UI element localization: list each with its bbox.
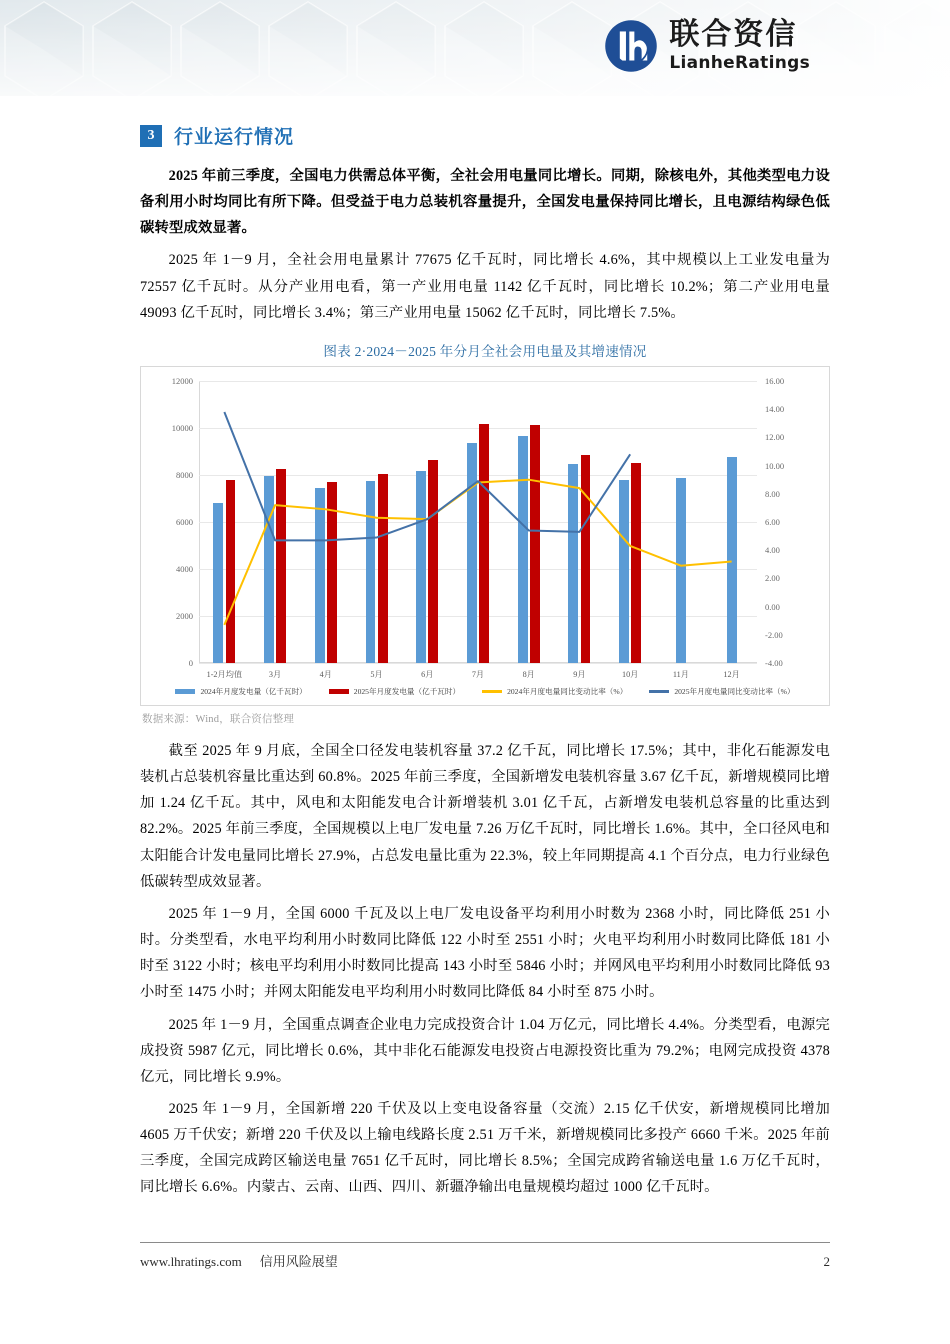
footer-divider <box>140 1242 830 1243</box>
paragraph-capacity: 截至 2025 年 9 月底，全国全口径发电装机容量 37.2 亿千瓦，同比增长 17.5%；其中，非化石能源发电装机占总装机容量比重达到 60.8%。2025 年前三季度，全国新增发电装机容量 3.67 亿千瓦，新增规模同比增加 1.24 亿千瓦。其中，风电和太阳能发电合计新增装机 3.01 亿千瓦，占新增发电装机总容量的比重达到 82.2%。2025 年前三季度，全国规模以上电厂发电量 7.26 万亿千瓦时，同比增长 1.6%。其中，全口径风电和太阳能合计发电量同比增长 27.9%，占总发电量比重为 22.3%，较上年同期提高 4.1 个百分点，电力行业绿色低碳转型成效显著。 <box>140 742 830 890</box>
legend-label: 2025年月度电量同比变动比率（%） <box>674 686 795 696</box>
y2-axis-tick: 8.00 <box>765 488 780 499</box>
section-heading <box>140 122 830 149</box>
logo-text-en: LianheRatings <box>669 53 810 73</box>
x-axis-tick: 8月 <box>522 669 535 679</box>
y-axis-tick: 12000 <box>171 375 193 386</box>
y2-axis-tick: 6.00 <box>765 516 780 527</box>
legend-item[interactable] <box>649 686 794 697</box>
y2-axis-tick: -2.00 <box>765 629 783 640</box>
y2-axis-tick: 14.00 <box>765 404 785 415</box>
y2-axis-tick: 2.00 <box>765 573 780 584</box>
y2-axis-tick: 12.00 <box>765 432 785 443</box>
x-axis-tick: 7月 <box>471 669 485 679</box>
section-title: 行业运行情况 <box>174 126 295 148</box>
x-axis-tick: 1-2月均值 <box>206 669 243 679</box>
x-axis-tick: 5月 <box>370 669 383 679</box>
paragraph-consumption: 2025 年 1－9 月，全社会用电量累计 77675 亿千瓦时，同比增长 4.6%，其中规模以上工业发电量为 72557 亿千瓦时。从分产业用电看，第一产业用电量 1142 亿千瓦时，同比增长 10.2%；第二产业用电量 49093 亿千瓦时，同比增长 3.4%；第三产业用电量 15062 亿千瓦时，同比增长 7.5%。 <box>140 252 830 321</box>
footer-page-number: 2 <box>823 1254 830 1269</box>
paragraph-utilization-hours: 2025 年 1－9 月，全国 6000 千瓦及以上电厂发电设备平均利用小时数为 2368 小时，同比降低 251 小时。分类型看，水电平均利用小时数同比降低 122 小时至 2551 小时；火电平均利用小时数同比降低 181 小时至 3122 小时；核电平均利用小时数同比提高 143 小时至 5846 小时；并网风电平均利用小时数同比降低 93 小时至 1475 小时；并网太阳能发电平均利用小时数同比降低 84 小时至 875 小时。 <box>140 905 830 1001</box>
legend-item[interactable] <box>175 686 306 697</box>
y-axis-tick: 10000 <box>171 422 193 433</box>
y-axis-tick: 8000 <box>176 469 193 480</box>
chart-figure <box>140 366 830 706</box>
y-axis-tick: 2000 <box>176 610 193 621</box>
chart-legend <box>141 686 829 697</box>
y2-axis-tick: 4.00 <box>765 545 780 556</box>
y2-axis-tick: -4.00 <box>765 657 783 668</box>
logo-text-cn: 联合资信 <box>669 17 798 52</box>
chart-plot-area <box>171 375 785 679</box>
footer-site-url[interactable]: www.lhratings.com <box>140 1254 242 1269</box>
line-2024-growth <box>224 480 731 625</box>
legend-item[interactable] <box>482 686 627 697</box>
paragraph-summary: 2025 年前三季度，全国电力供需总体平衡，全社会用电量同比增长。同期，除核电外，其他类型电力设备利用小时均同比有所下降。但受益于电力总装机容量提升，全国发电量保持同比增长，且电源结构绿色低碳转型成效显著。 <box>140 168 830 237</box>
y-axis-tick: 6000 <box>176 516 193 527</box>
lianhe-monogram-icon <box>603 18 659 74</box>
y2-axis-tick: 16.00 <box>765 375 785 386</box>
legend-label: 2024年月度电量同比变动比率（%） <box>507 686 628 696</box>
legend-swatch <box>175 689 195 694</box>
legend-label: 2025年月度发电量（亿千瓦时） <box>353 686 461 696</box>
paragraph-transmission: 2025 年 1－9 月，全国新增 220 千伏及以上变电设备容量（交流）2.15 亿千伏安，新增规模同比增加 4605 万千伏安；新增 220 千伏及以上输电线路长度 2.51 万千米，新增规模同比多投产 6660 千米。2025 年前三季度，全国完成跨区输送电量 7651 亿千瓦时，同比增长 8.5%；全国完成跨省输送电量 1.6 万亿千瓦时，同比增长 6.6%。内蒙古、云南、山西、四川、新疆净输出电量规模均超过 1000 亿千瓦时。 <box>140 1100 830 1196</box>
x-axis-tick: 4月 <box>319 669 332 679</box>
x-axis-tick: 10月 <box>621 669 639 679</box>
line-2025-growth <box>224 412 630 540</box>
legend-label: 2024年月度发电量（亿千瓦时） <box>200 686 307 696</box>
x-axis-tick: 6月 <box>421 669 434 679</box>
section-number-badge: 3 <box>140 125 162 147</box>
x-axis-tick: 3月 <box>268 669 282 679</box>
page-content <box>0 96 950 1201</box>
legend-item[interactable] <box>329 686 460 697</box>
brand-logo <box>603 18 810 74</box>
footer-report-label: 信用风险展望 <box>259 1254 338 1269</box>
x-axis-tick: 9月 <box>573 669 586 679</box>
paragraph-investment: 2025 年 1－9 月，全国重点调查企业电力完成投资合计 1.04 万亿元，同比增长 4.4%。分类型看，电源完成投资 5987 亿元，同比增长 0.6%，其中非化石能源发电投资占电源投资比重为 79.2%；电网完成投资 4378 亿元，同比增长 9.9%。 <box>140 1016 830 1085</box>
x-axis-tick: 11月 <box>672 669 689 679</box>
y-axis-tick: 0 <box>188 657 193 668</box>
chart-lines <box>199 381 757 663</box>
gridline <box>199 663 757 664</box>
y2-axis-tick: 10.00 <box>765 460 785 471</box>
page-header <box>0 0 950 96</box>
chart-source-note: 数据来源：Wind，联合资信整理 <box>142 713 295 725</box>
x-axis-tick: 12月 <box>723 669 740 679</box>
legend-swatch <box>482 690 502 693</box>
y-axis-tick: 4000 <box>176 563 193 574</box>
page-footer <box>140 1242 830 1270</box>
legend-swatch <box>329 689 349 694</box>
chart-caption: 图表 2·2024－2025 年分月全社会用电量及其增速情况 <box>323 343 647 359</box>
y2-axis-tick: 0.00 <box>765 601 780 612</box>
legend-swatch <box>649 690 669 693</box>
